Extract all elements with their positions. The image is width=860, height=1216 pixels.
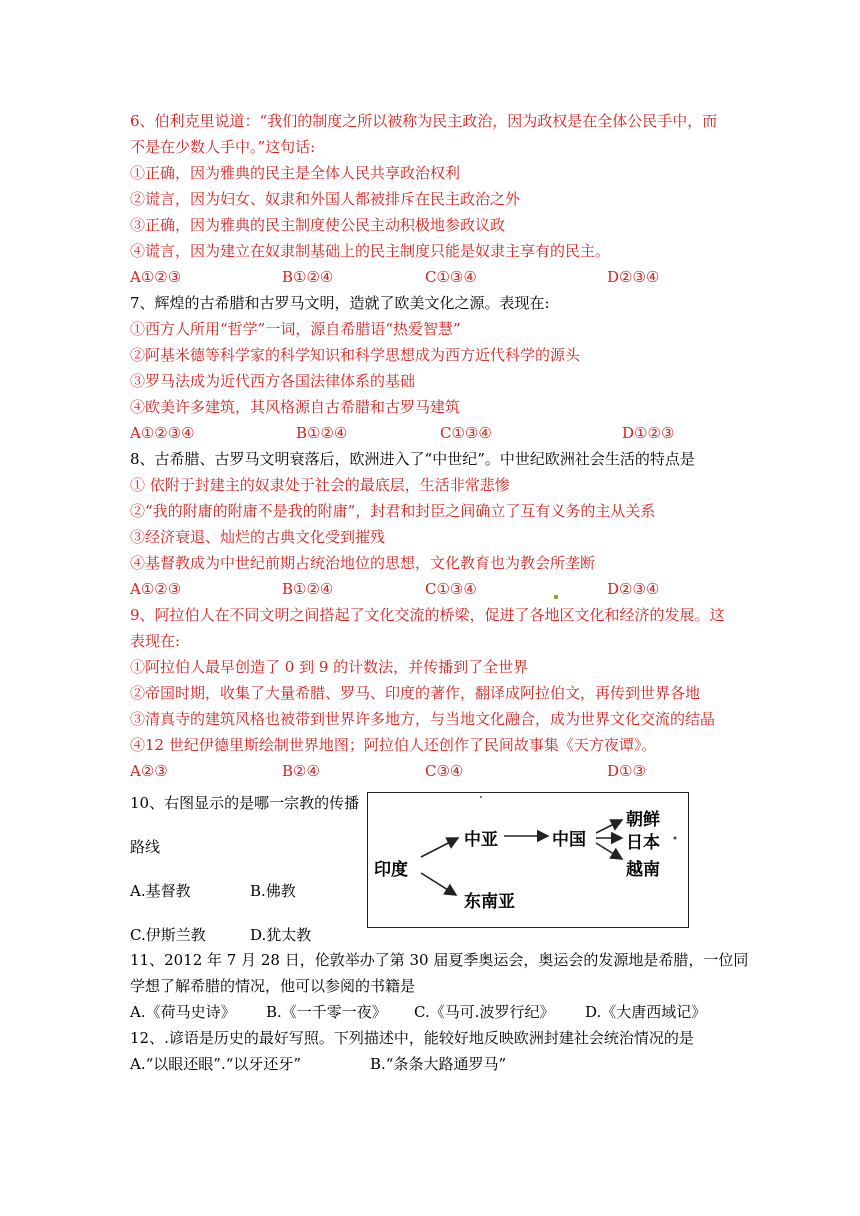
option-d: D②③④ [607, 268, 660, 286]
node-india: 印度 [374, 860, 408, 880]
node-vietnam: 越南 [626, 860, 660, 880]
question-8-item-1: ① 依附于封建主的奴隶处于社会的最底层，生活非常悲惨 [130, 476, 510, 494]
option-c: C.伊斯兰教 [130, 926, 206, 944]
question-9-stem-line2: 表现在: [130, 632, 181, 650]
question-11-stem-line1: 11、2012 年 7 月 28 日，伦敦举办了第 30 届夏季奥运会，奥运会的发源地是希腊，一位同 [130, 951, 749, 969]
question-11-stem-line2: 学想了解希腊的情况，他可以参阅的书籍是 [130, 977, 416, 995]
question-10-stem-line2: 路线 [130, 838, 161, 856]
option-b: B.佛教 [250, 882, 296, 900]
question-10-stem-line1: 10、右图显示的是哪一宗教的传播 [130, 794, 360, 812]
question-6-stem-line1: 6、伯利克里说道：“我们的制度之所以被称为民主政治，因为政权是在全体公民手中，而 [130, 112, 718, 130]
question-9-item-1: ①阿拉伯人最早创造了 0 到 9 的计数法，并传播到了全世界 [130, 658, 529, 676]
question-9 [130, 602, 740, 784]
option-b: B①②④ [296, 424, 348, 442]
question-6-item-1: ①正确，因为雅典的民主是全体人民共享政治权利 [130, 164, 461, 182]
option-c: C①③④ [440, 424, 492, 442]
stray-mark [674, 837, 677, 840]
question-7 [130, 290, 740, 446]
question-12-options [130, 1051, 740, 1077]
option-d: D.犹太教 [250, 926, 312, 944]
node-china: 中国 [552, 830, 586, 850]
option-d: D.《大唐西域记》 [585, 1003, 707, 1021]
question-9-item-2: ②帝国时期，收集了大量希腊、罗马、印度的著作，翻译成阿拉伯文，再传到世界各地 [130, 684, 701, 702]
option-c: C①③④ [425, 580, 477, 598]
option-d: D②③④ [607, 580, 660, 598]
question-8-options [130, 576, 740, 602]
option-a: A①②③ [130, 580, 182, 598]
option-c: C③④ [425, 762, 464, 780]
option-b: B①②④ [282, 580, 334, 598]
question-6-stem-line2: 不是在少数人手中。”这句话: [130, 138, 316, 156]
node-korea: 朝鲜 [626, 810, 660, 830]
worksheet [130, 108, 749, 1077]
arrow-india-southeast-asia [421, 873, 456, 895]
question-8 [130, 446, 740, 602]
question-7-item-2: ②阿基米德等科学家的科学知识和科学思想成为西方近代科学的源头 [130, 346, 581, 364]
option-c: C.《马可.波罗行纪》 [414, 1003, 555, 1021]
node-central-asia: 中亚 [464, 830, 498, 850]
question-9-options [130, 758, 740, 784]
arrow-china-vietnam [596, 843, 622, 859]
arrow-india-central-asia [421, 838, 458, 857]
node-southeast-asia: 东南亚 [464, 892, 515, 912]
question-7-options [130, 420, 740, 446]
stray-mark [480, 796, 482, 798]
religion-spread-diagram [367, 792, 689, 928]
question-6-item-2: ②谎言，因为妇女、奴隶和外国人都被排斥在民主政治之外 [130, 190, 521, 208]
question-8-item-2: ②“我的附庸的附庸不是我的附庸”，封君和封臣之间确立了互有义务的主从关系 [130, 502, 656, 520]
question-9-item-3: ③清真寺的建筑风格也被带到世界许多地方，与当地文化融合，成为世界文化交流的结晶 [130, 710, 716, 728]
question-8-stem: 8、古希腊、古罗马文明衰落后，欧洲进入了“中世纪”。中世纪欧洲社会生活的特点是 [130, 450, 695, 468]
question-6-item-3: ③正确，因为雅典的民主制度使公民主动积极地参政议政 [130, 216, 506, 234]
question-8-item-3: ③经济衰退、灿烂的古典文化受到摧残 [130, 528, 386, 546]
arrow-china-korea [596, 820, 622, 833]
option-a: A①②③④ [130, 424, 195, 442]
question-12 [130, 1025, 740, 1077]
option-b: B②④ [282, 762, 320, 780]
question-7-item-4-text: ④欧美许多建筑，其风格源自古希腊和古罗马建筑 [130, 398, 461, 416]
option-a: A②③ [130, 762, 168, 780]
question-6-options [130, 264, 740, 290]
question-11 [130, 947, 749, 1025]
option-a: A.《荷马史诗》 [130, 1003, 236, 1021]
option-d: D①③ [607, 762, 646, 780]
question-7-stem: 7、辉煌的古希腊和古罗马文明，造就了欧美文化之源。表现在: [130, 294, 550, 312]
question-7-item-3: ③罗马法成为近代西方各国法律体系的基础 [130, 372, 416, 390]
question-7-item-4 [130, 394, 740, 420]
option-a: A.基督教 [130, 882, 191, 900]
question-6 [130, 108, 740, 290]
question-9-stem-line1: 9、阿拉伯人在不同文明之间搭起了文化交流的桥梁，促进了各地区文化和经济的发展。这 [130, 606, 725, 624]
node-japan: 日本 [626, 833, 660, 853]
option-b: B.“条条大路通罗马” [370, 1055, 507, 1073]
option-a: A.“以眼还眼”.“以牙还牙” [130, 1055, 302, 1073]
option-b: B①②④ [282, 268, 334, 286]
question-9-item-4: ④12 世纪伊德里斯绘制世界地图；阿拉伯人还创作了民间故事集《天方夜谭》。 [130, 736, 657, 754]
option-d: D①②③ [622, 424, 675, 442]
question-12-stem: 12、.谚语是历史的最好写照。下列描述中，能较好地反映欧洲封建社会统治情况的是 [130, 1029, 694, 1047]
question-8-item-4: ④基督教成为中世纪前期占统治地位的思想，文化教育也为教会所垄断 [130, 554, 596, 572]
question-10 [130, 792, 740, 947]
question-6-item-4: ④谎言，因为建立在奴隶制基础上的民主制度只能是奴隶主享有的民主。 [130, 242, 611, 260]
option-a: A①②③ [130, 268, 182, 286]
question-11-options [130, 999, 740, 1025]
stray-dot [554, 595, 558, 599]
option-b: B.《一千零一夜》 [266, 1003, 387, 1021]
question-7-item-1: ①西方人所用“哲学”一词，源自希腊语“热爱智慧” [130, 320, 461, 338]
option-c: C①③④ [425, 268, 477, 286]
